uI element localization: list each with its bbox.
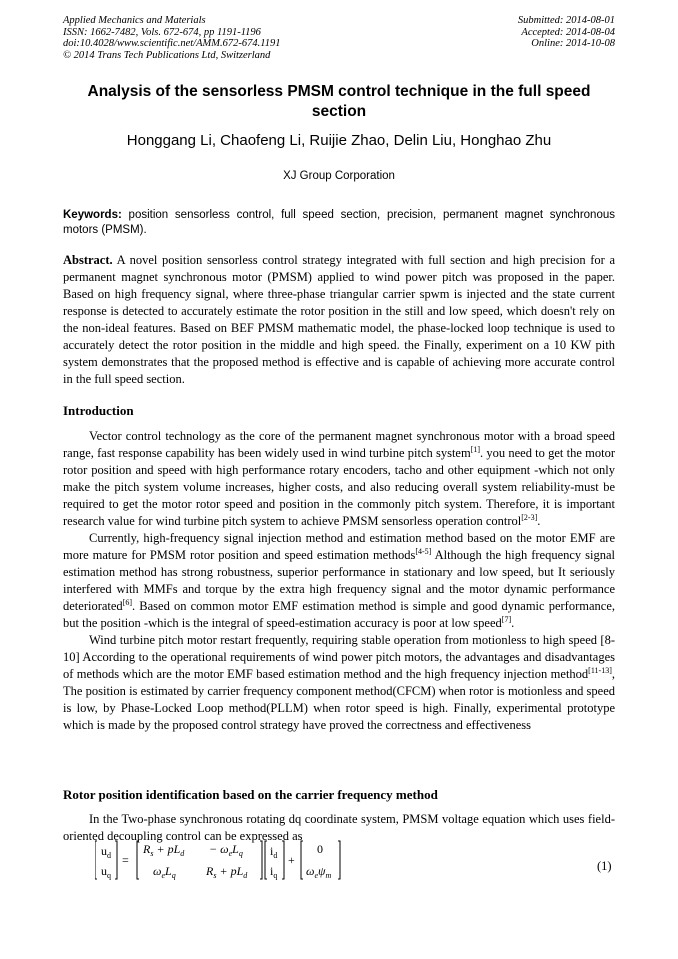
online-date: Online: 2014-10-08 <box>531 38 615 49</box>
citation: [2-3] <box>521 513 538 522</box>
accepted-date: Accepted: 2014-08-04 <box>521 26 615 38</box>
current-id: $i_d$ <box>270 844 278 860</box>
citation: [1] <box>470 445 481 454</box>
paper-title: Analysis of the sensorless PMSM control technique in the full speed section <box>87 83 591 120</box>
intro-paragraph-3 <box>63 632 615 734</box>
bracket-left <box>95 841 97 879</box>
header-left <box>63 15 280 61</box>
abstract-text: A novel position sensorless control strategy integrated with full section and high precision for a permanent magnet synchronous motor (PMSM) applied to wind power pitch was proposed in the paper. Based on high frequency signal, where three-phase triangular carrier spwm is injected and the state current response is detected to accurately estimate the rotor position in the still and low speed, which doesn't rely on the non-ideal features. Based on BEF PMSM mathematic model, the phase-locked loop technique is used to accurately detect the rotor position in the middle and high speed. the Finally, experiment on a 10 KW pith system demonstrates that the proposed method is effective and is capable of achieving more accurate control in the full speed section. <box>63 253 615 386</box>
p2-text-d: . <box>511 616 515 630</box>
abstract-block <box>63 252 615 388</box>
bracket-right <box>282 841 284 879</box>
bracket-right <box>338 841 340 879</box>
matrix-cell-22: $R_s + pL_d$ <box>206 864 248 880</box>
citation: [6] <box>122 598 133 607</box>
bracket-left <box>265 841 267 879</box>
bracket-right <box>115 841 117 879</box>
matrix-cell-12: − $\omega_eL_q$ <box>209 842 243 858</box>
abstract-label: Abstract. <box>63 253 113 267</box>
p2-text-c: . Based on common motor EMF estimation method is simple and good dynamic performance, but the position -which is the integral of speed-estimation accuracy is poor at low speed <box>63 599 615 630</box>
lhs-ud: $u_d$ <box>101 844 111 860</box>
bracket-left <box>301 841 303 879</box>
equation-number: (1) <box>597 859 612 873</box>
bracket-left <box>137 841 139 879</box>
issn-line: ISSN: 1662-7482, Vols. 672-674, pp 1191-1196 <box>63 26 261 38</box>
p3-text-a: Wind turbine pitch motor restart frequently, requiring stable operation from motionless to high speed [8-10] According to the operational requirements of wind power pitch motors, the advantages and disadvantages of methods which are the motor EMF based estimation method and the high frequency injection method <box>63 633 615 681</box>
journal-name: Applied Mechanics and Materials <box>63 15 206 26</box>
bracket-right <box>260 841 262 879</box>
author-list: Honggang Li, Chaofeng Li, Ruijie Zhao, Delin Liu, Honghao Zhu <box>126 132 552 149</box>
p2-text-a: Currently, high-frequency signal injection method and estimation method based on the motor EMF are more mature for PMSM rotor position and speed estimation methods <box>63 531 615 562</box>
p1-text-c: . <box>537 514 541 528</box>
intro-paragraph-1 <box>63 428 615 530</box>
intro-paragraph-2 <box>63 530 615 632</box>
emf-zero: 0 <box>317 842 323 856</box>
keywords-block <box>63 208 615 238</box>
p2-text-b: Although the high frequency signal estimation method has strong robustness, superior performance in stationary and low speed, but It seriously interfered with MMFs and torque by the extra high frequency signal and the motor dynamic performance deteriorated <box>63 548 615 613</box>
introduction-body <box>63 428 615 734</box>
copyright-line: © 2014 Trans Tech Publications Ltd, Switzerland <box>63 49 271 61</box>
voltage-equation <box>95 837 615 883</box>
matrix-cell-21: $\omega_eL_q$ <box>153 864 176 880</box>
p1-text-a: Vector control technology as the core of the permanent magnet synchronous motor with a broad speed range, fast response capability has been widely used in wind turbine pitch system <box>63 429 615 460</box>
citation: [4-5] <box>415 547 432 556</box>
keywords-text: position sensorless control, full speed section, precision, permanent magnet synchronous motors (PMSM). <box>63 209 615 236</box>
citation: [11-13] <box>588 666 612 675</box>
equals-sign: = <box>122 853 129 867</box>
doi-line: doi:10.4028/www.scientific.net/AMM.672-674.1191 <box>63 38 281 49</box>
introduction-heading: Introduction <box>63 403 134 418</box>
current-iq: $i_q$ <box>270 864 278 880</box>
p3-text-b: , The position is estimated by carrier frequency component method(CFCM) when rotor is motionless and speed is low, by Phase-Locked Loop method(PLLM) when rotor speed is high. Finally, experimental prototype which is made by the proposed control strategy have proved the correctness and effectiveness <box>63 667 615 732</box>
section2-paragraph-1: In the Two-phase synchronous rotating dq coordinate system, PMSM voltage equation which uses field-oriented decoupling control can be expressed as <box>63 812 615 843</box>
plus-sign: + <box>288 853 295 867</box>
section-heading-rotor-position: Rotor position identification based on the carrier frequency method <box>63 787 438 802</box>
affiliation: XJ Group Corporation <box>283 170 395 182</box>
emf-term: $\omega_e\psi_m$ <box>306 864 332 880</box>
lhs-uq: $u_q$ <box>101 864 111 880</box>
matrix-cell-11: $R_s + pL_d$ <box>143 842 185 858</box>
p1-text-b: . you need to get the motor rotor position and speed with high performance rotary encoders, tacho and other equipment -which not only make the pitch system volume increases, higher costs, and also reducing overall system reliability-must be required to get the motor rotor speed and position in the commonly pitch system. Therefore, it is important research value for wind turbine pitch system to achieve PMSM sensorless operation control <box>63 446 615 528</box>
keywords-label: Keywords: <box>63 209 122 221</box>
citation: [7] <box>501 615 512 624</box>
submitted-date: Submitted: 2014-08-01 <box>517 15 615 26</box>
header-right <box>518 15 615 50</box>
